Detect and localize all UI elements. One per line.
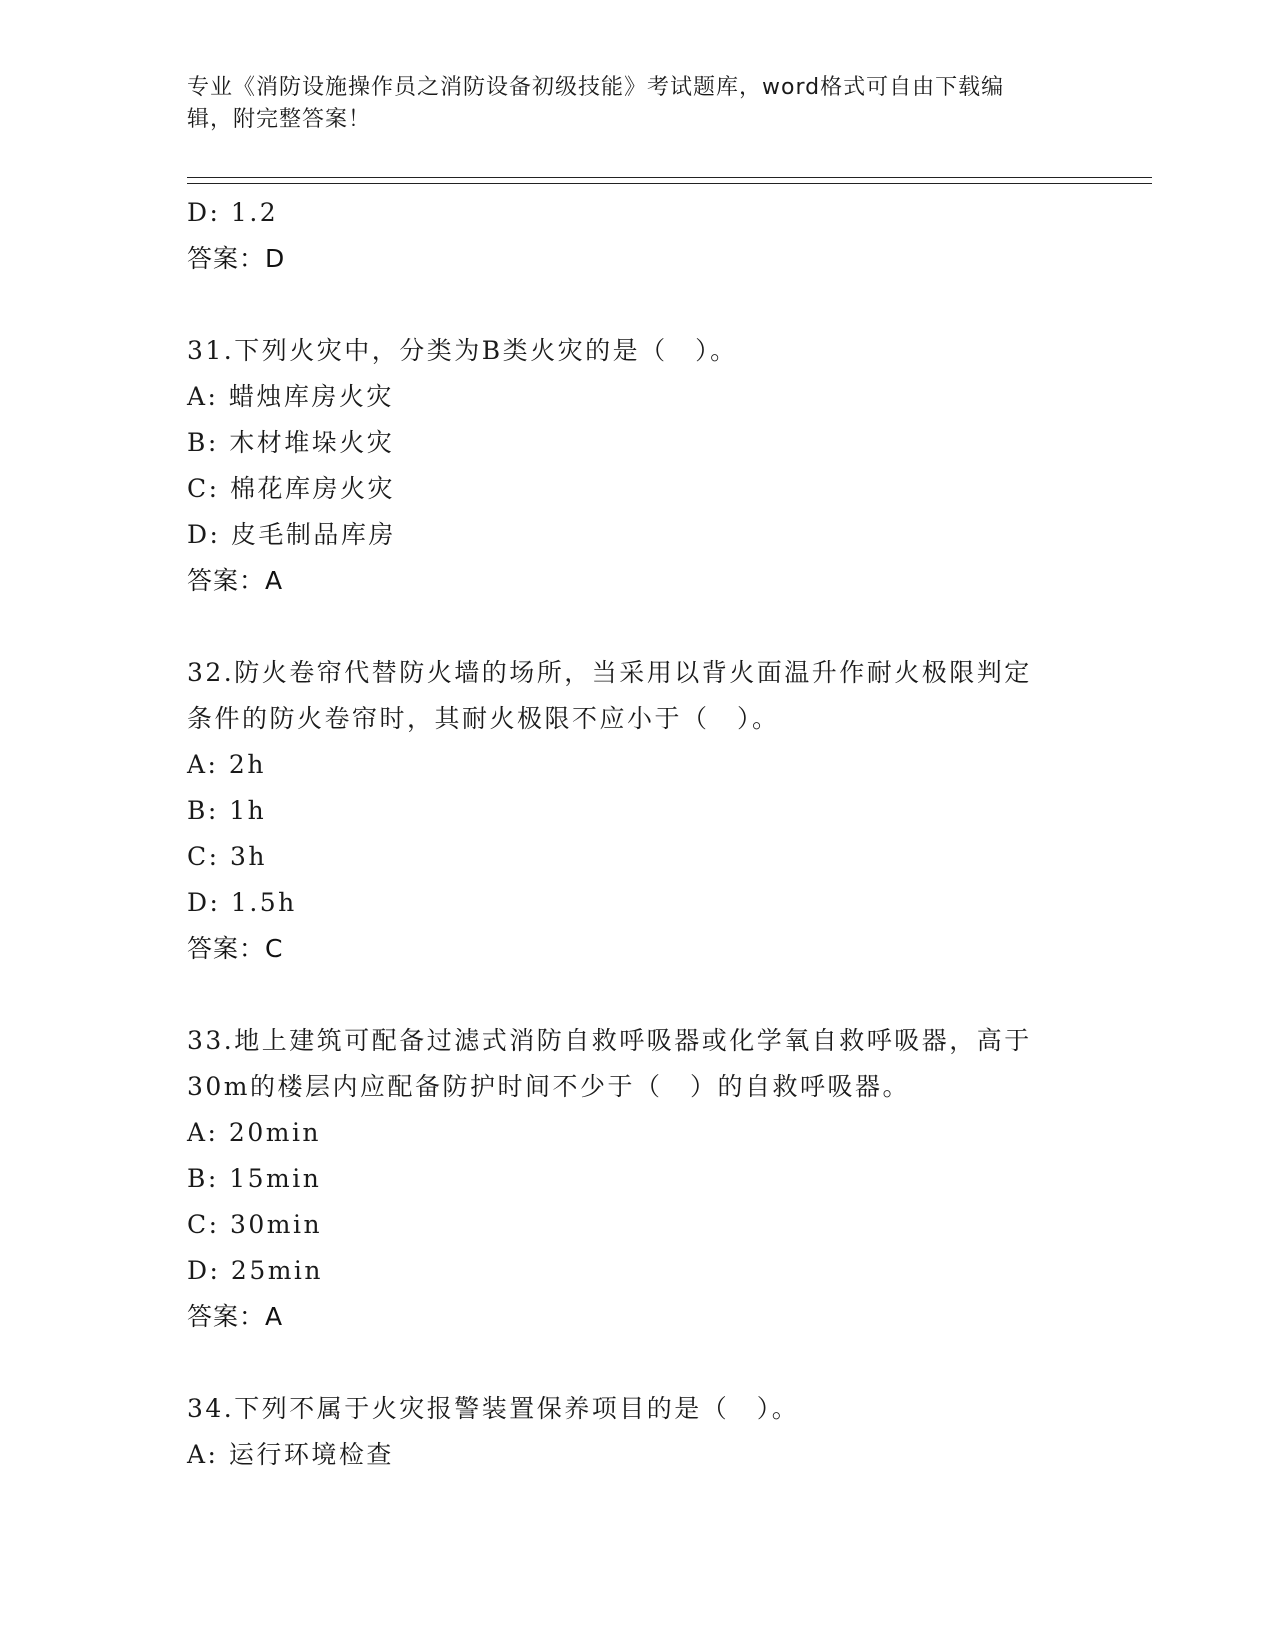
question-33-option-a: A: 20min bbox=[187, 1118, 322, 1147]
question-31-stem: 31.下列火灾中，分类为B类火灾的是（ ）。 bbox=[187, 336, 738, 365]
question-32-answer: 答案：C bbox=[187, 934, 284, 963]
spacer bbox=[187, 282, 1087, 328]
question-32-option-c: C: 3h bbox=[187, 842, 268, 871]
question-33 bbox=[187, 1018, 1087, 1340]
question-32-option-d: D: 1.5h bbox=[187, 888, 297, 917]
question-30-option-d: D: 1.2 bbox=[187, 198, 279, 227]
question-33-answer: 答案：A bbox=[187, 1302, 284, 1331]
question-32-option-a: A: 2h bbox=[187, 750, 266, 779]
question-30-answer: 答案：D bbox=[187, 244, 286, 273]
question-33-option-c: C: 30min bbox=[187, 1210, 323, 1239]
question-33-stem-line-1: 33.地上建筑可配备过滤式消防自救呼吸器或化学氧自救呼吸器，高于 bbox=[187, 1026, 1032, 1055]
question-31-option-d: D: 皮毛制品库房 bbox=[187, 520, 396, 549]
header-title-line-1: 专业《消防设施操作员之消防设备初级技能》考试题库，word格式可自由下载编 bbox=[187, 75, 1005, 100]
question-31-option-b: B: 木材堆垛火灾 bbox=[187, 428, 395, 457]
question-31-answer: 答案：A bbox=[187, 566, 284, 595]
spacer bbox=[187, 972, 1087, 1018]
question-list bbox=[187, 190, 1087, 1478]
header-divider-top bbox=[187, 177, 1152, 178]
question-32-option-b: B: 1h bbox=[187, 796, 267, 825]
question-34-stem: 34.下列不属于火灾报警装置保养项目的是（ ）。 bbox=[187, 1394, 800, 1423]
question-33-option-d: D: 25min bbox=[187, 1256, 324, 1285]
question-31-option-a: A: 蜡烛库房火灾 bbox=[187, 382, 394, 411]
question-31 bbox=[187, 328, 1087, 604]
question-34 bbox=[187, 1386, 1087, 1478]
header-title-line-2: 辑，附完整答案！ bbox=[187, 107, 372, 132]
question-32-stem-line-2: 条件的防火卷帘时，其耐火极限不应小于（ ）。 bbox=[187, 704, 780, 733]
spacer bbox=[187, 604, 1087, 650]
spacer bbox=[187, 1340, 1087, 1386]
question-33-stem-line-2: 30m的楼层内应配备防护时间不少于（ ）的自救呼吸器。 bbox=[187, 1072, 911, 1101]
question-32-stem-line-1: 32.防火卷帘代替防火墙的场所，当采用以背火面温升作耐火极限判定 bbox=[187, 658, 1032, 687]
question-31-option-c: C: 棉花库房火灾 bbox=[187, 474, 395, 503]
question-32 bbox=[187, 650, 1087, 972]
question-34-option-a: A: 运行环境检查 bbox=[187, 1440, 394, 1469]
document-header bbox=[187, 72, 1067, 136]
question-33-option-b: B: 15min bbox=[187, 1164, 322, 1193]
header-divider-bottom bbox=[187, 183, 1152, 184]
